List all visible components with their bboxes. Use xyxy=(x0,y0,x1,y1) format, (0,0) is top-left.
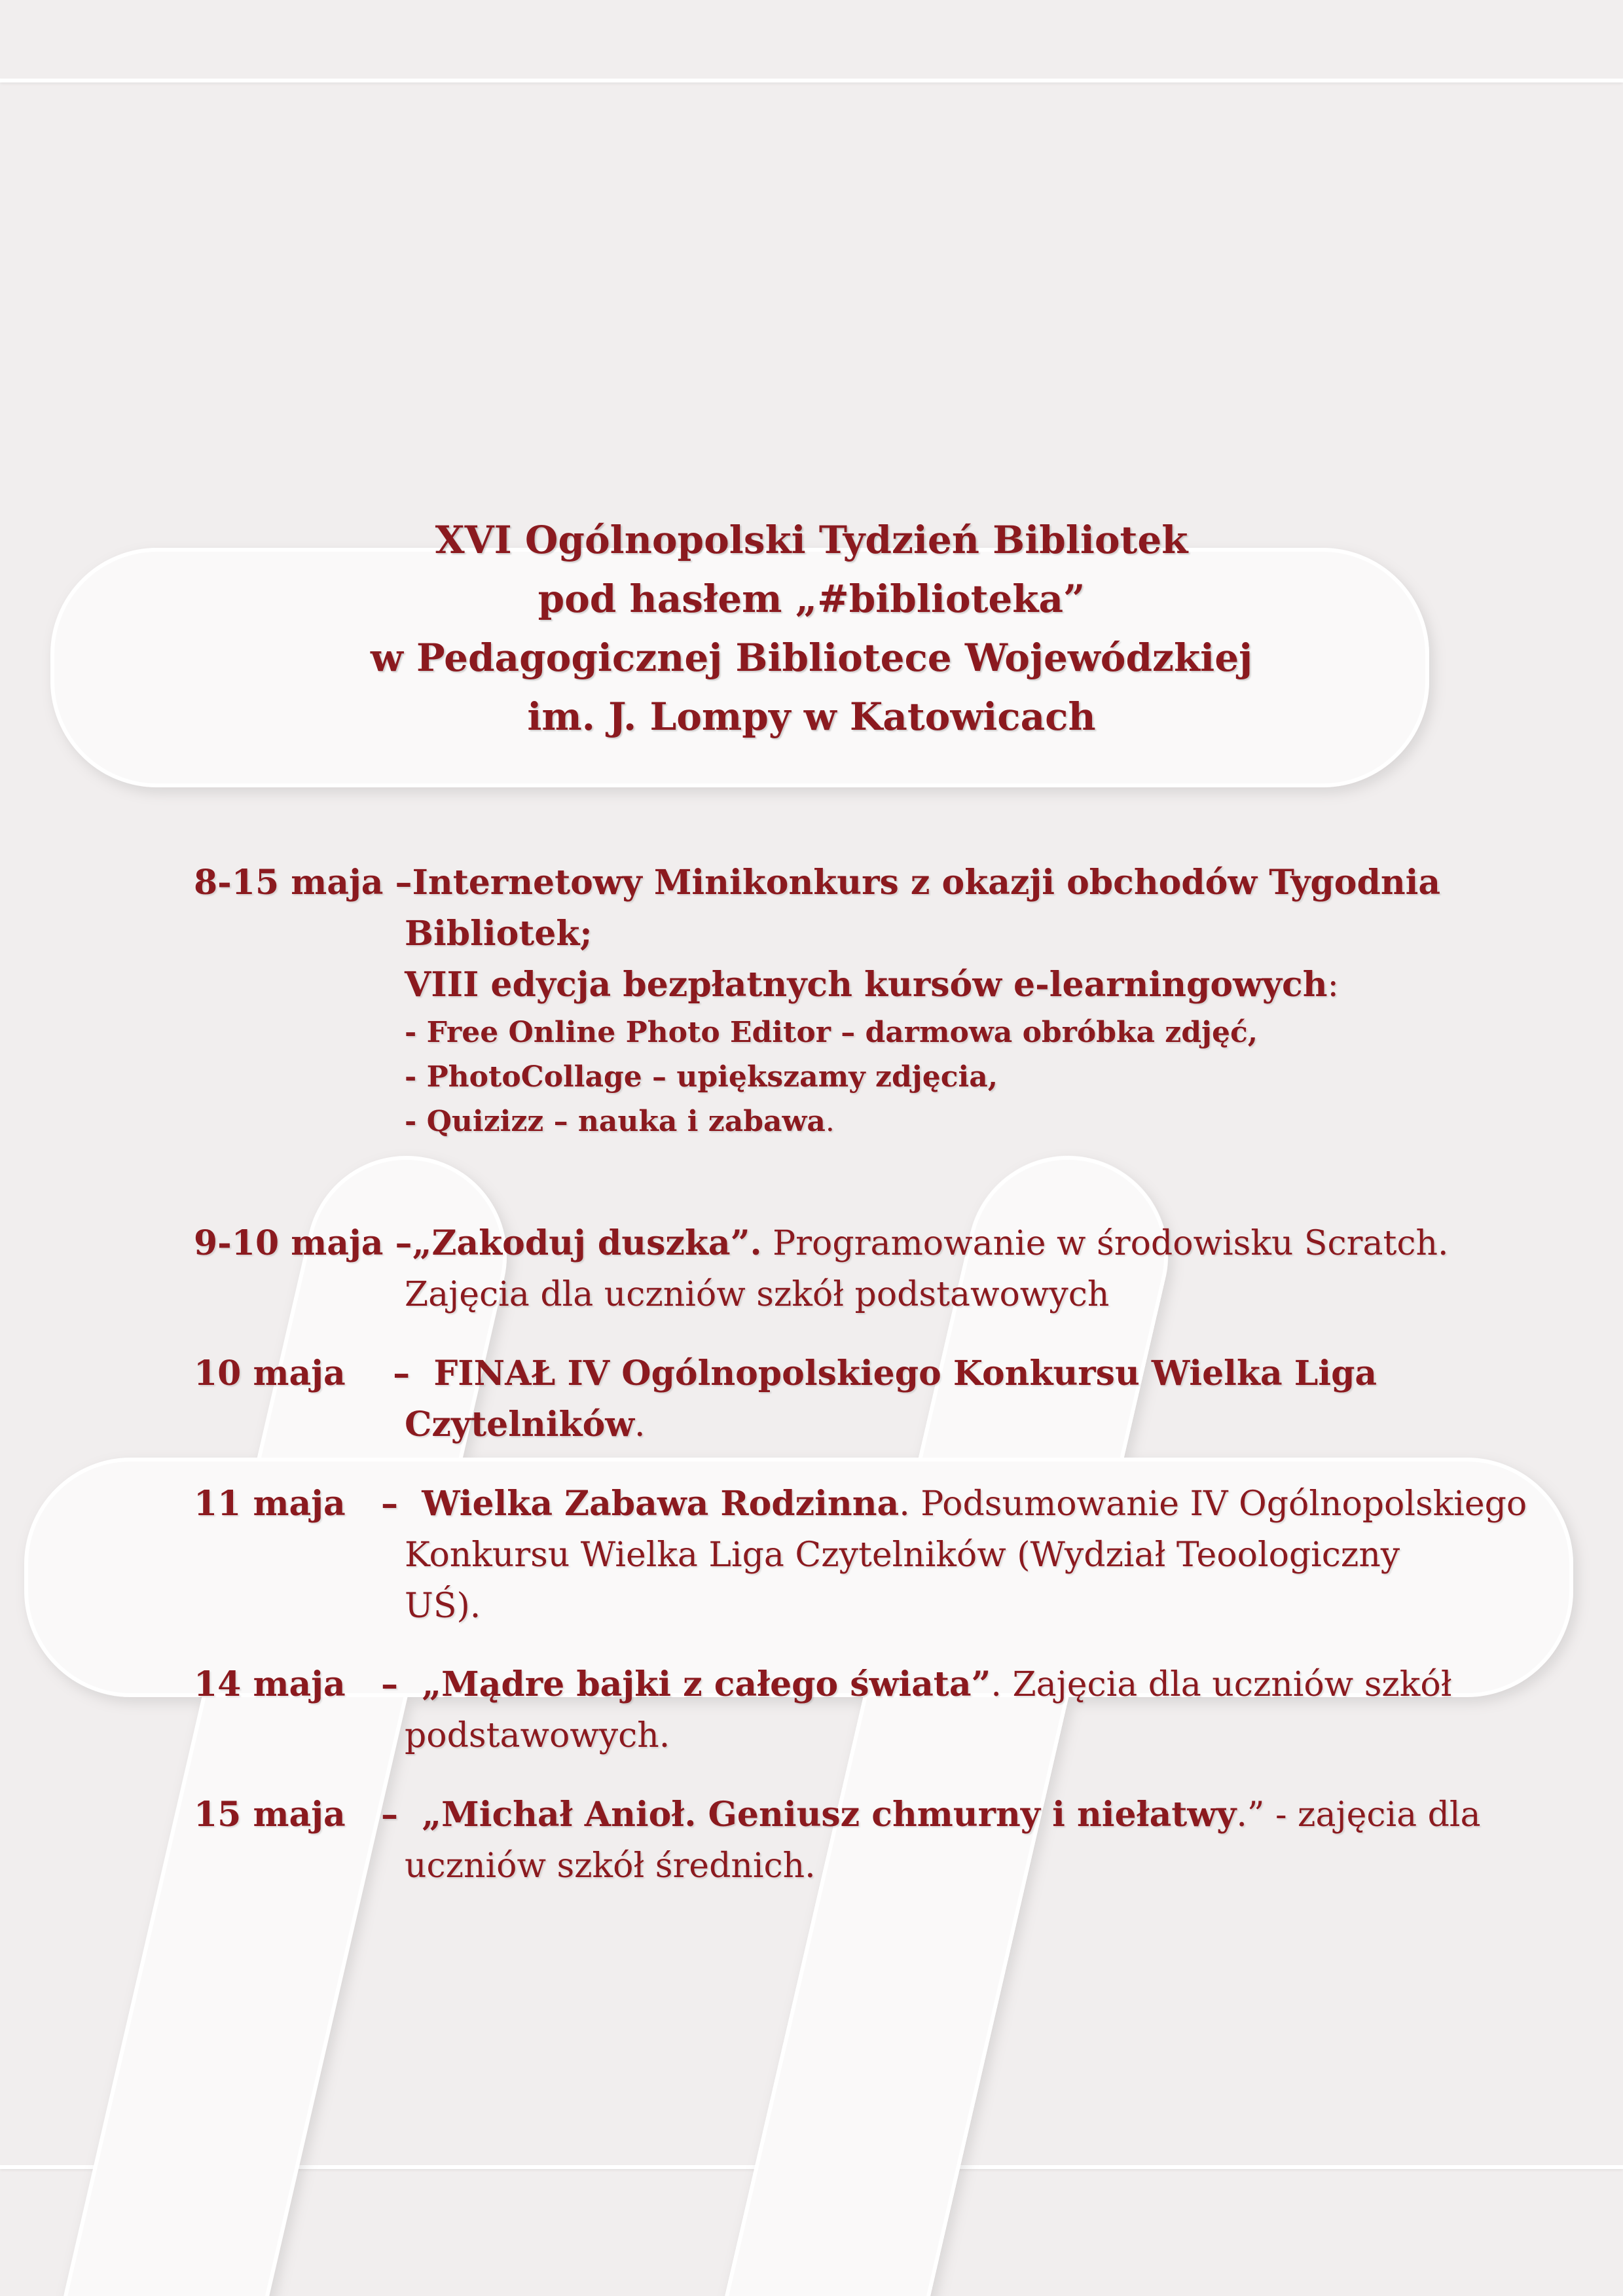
event-description: Programowanie w środowisku Scratch. xyxy=(761,1224,1449,1263)
event-date: 8-15 maja – xyxy=(194,863,412,903)
event-title: „Zakoduj duszka”. xyxy=(412,1223,762,1263)
title-line-1: XVI Ogólnopolski Tydzień Bibliotek xyxy=(435,518,1188,562)
event-title: „Mądre bajki z całego świata” xyxy=(422,1664,991,1704)
event-10-maja xyxy=(194,1348,1377,1450)
event-9-10-maja xyxy=(194,1218,1449,1320)
event-title-line: Internetowy Minikonkurs z okazji obchodów Tygodnia xyxy=(412,863,1441,903)
event-11-maja xyxy=(194,1479,1527,1632)
title-line-4: im. J. Lompy w Katowicach xyxy=(527,694,1096,739)
event-description: . Podsumowanie IV Ogólnopolskiego xyxy=(899,1484,1527,1524)
event-15-maja xyxy=(194,1789,1481,1892)
course-item: - Free Online Photo Editor – darmowa obróbka zdjęć, xyxy=(405,1016,1258,1049)
event-description: UŚ). xyxy=(405,1587,481,1626)
event-description: .” - zajęcia dla xyxy=(1236,1795,1481,1835)
event-date: 14 maja – xyxy=(194,1664,422,1704)
punctuation: . xyxy=(825,1105,835,1138)
event-description: Konkursu Wielka Liga Czytelników (Wydział Teoologiczny xyxy=(405,1535,1400,1575)
event-subtitle: VIII edycja bezpłatnych kursów e-learningowych xyxy=(405,965,1328,1005)
event-title-line: FINAŁ IV Ogólnopolskiego Konkursu Wielka Liga xyxy=(433,1354,1377,1393)
event-date: 11 maja – xyxy=(194,1484,422,1524)
event-title-line: Bibliotek; xyxy=(405,914,593,954)
event-8-15-maja xyxy=(194,857,1440,1144)
course-item: - PhotoCollage – upiększamy zdjęcia, xyxy=(405,1060,998,1094)
title-line-3: w Pedagogicznej Bibliotece Wojewódzkiej xyxy=(370,636,1253,680)
course-item: - Quizizz – nauka i zabawa xyxy=(405,1105,826,1138)
event-date: 15 maja – xyxy=(194,1795,422,1835)
punctuation: . xyxy=(634,1405,646,1444)
title-line-2: pod hasłem „#biblioteka” xyxy=(538,577,1085,621)
event-title: Wielka Zabawa Rodzinna xyxy=(422,1484,900,1524)
event-description: . Zajęcia dla uczniów szkół xyxy=(991,1665,1452,1704)
event-date: 10 maja – xyxy=(194,1354,434,1393)
event-date: 9-10 maja – xyxy=(194,1223,412,1263)
event-title-line: Czytelników xyxy=(405,1405,635,1444)
event-14-maja xyxy=(194,1659,1451,1761)
event-description: podstawowych. xyxy=(405,1716,670,1755)
punctuation: : xyxy=(1327,965,1340,1005)
event-description: Zajęcia dla uczniów szkół podstawowych xyxy=(405,1275,1110,1314)
event-description: uczniów szkół średnich. xyxy=(405,1846,816,1886)
event-title: „Michał Anioł. Geniusz chmurny i niełatwy xyxy=(422,1795,1237,1835)
page-title xyxy=(0,511,1623,746)
